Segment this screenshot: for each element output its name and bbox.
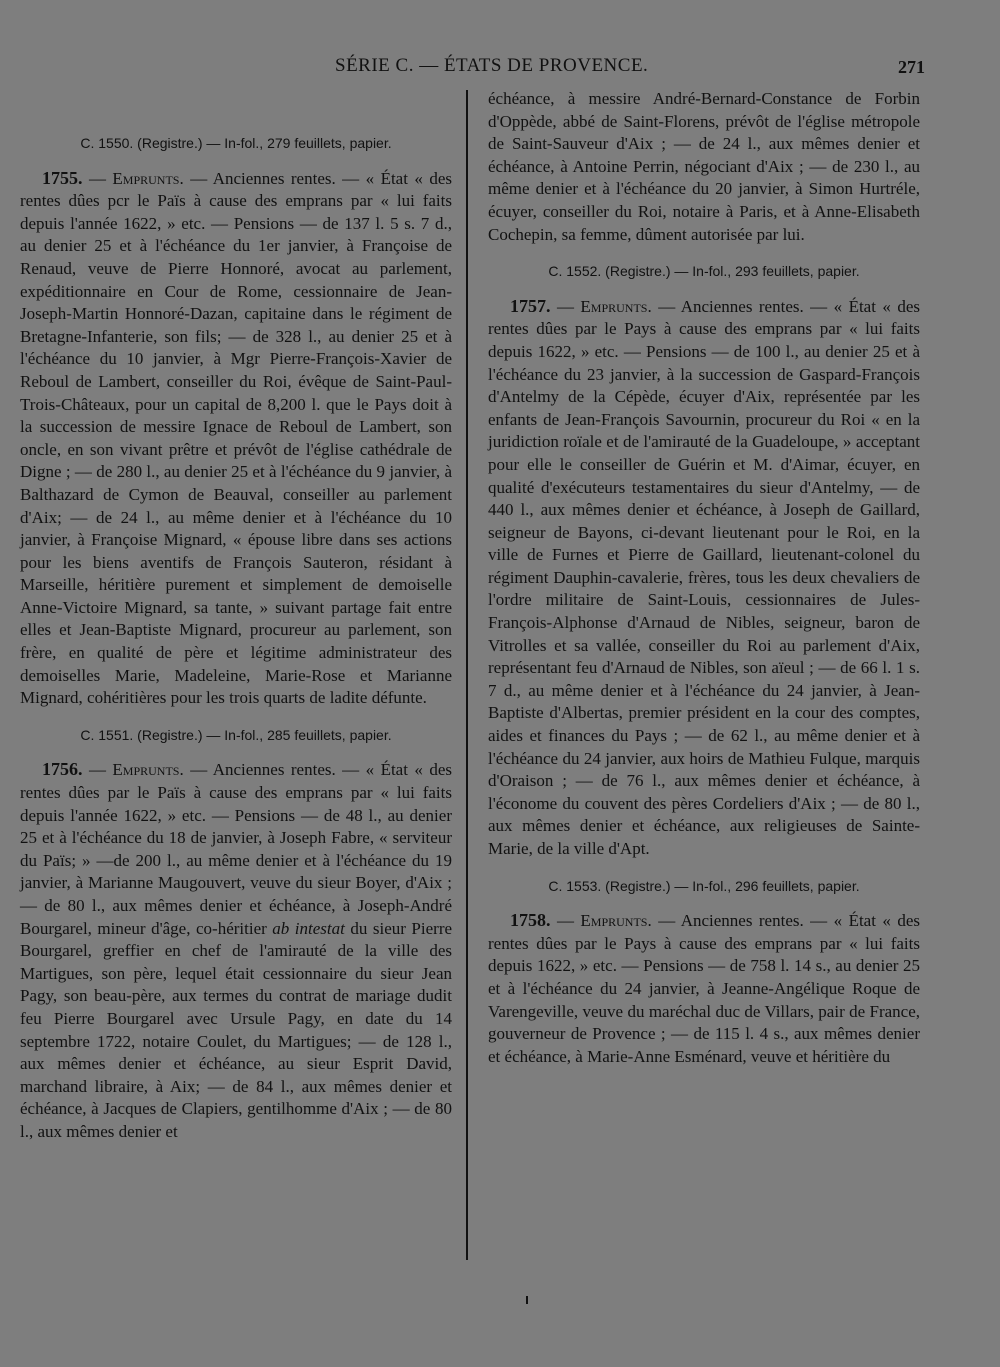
entry-italic-phrase: ab intestat (272, 918, 345, 938)
entry-text: — Anciennes rentes. — « État « des rentes dûes pcr le Païs à cause des emprans par « lui faits depuis l'année 1622, » etc. — Pensions — de 137 l. 5 s. 7 d., au denier 25 et à l'échéance du 1er janvier, à Françoise de Renaud, veuve de Pierre Honnoré, avocat au parlement, expéditionnaire en Cour de Rome, cessionnaire de Jean-Joseph-Martin Honnoré-Dazan, capitaine dans le régiment de Bretagne-Infanterie, son fils; — de 328 l., au denier 25 et à l'échéance du 10 janvier, à Mgr Pierre-François-Xavier de Reboul de Lambert, conseiller du Roi, évêque de Saint-Paul-Trois-Châteaux, pour un capital de 8,200 l. que le Pays doit à la succession de messire Ignace de Reboul de Lambert, son oncle, en son vivant prêtre et prévôt de l'église cathédrale de Digne ; — de 280 l., au denier 25 et à l'échéance du 9 janvier, à Balthazard de Cymon de Beauval, conseiller au parlement d'Aix; — de 24 l., au même denier et à l'échéance du 10 janvier, à Françoise Mignard, « épouse libre dans ses actions pour les biens aventifs de François Sauteron, résidant à Marseille, héritière purement et simplement de demoiselle Anne-Victoire Mignard, sa tante, » suivant partage fait entre elles et Jean-Baptiste Mignard, procureur au parlement, son frère, en qualité de père et légitime administrateur des demoiselles Marie, Madeleine, Marie-Rose et Marianne Mignard, cohéritières pour les trois quarts de ladite défunte. (20, 168, 453, 708)
entry-number: 1756. (42, 759, 83, 780)
record-c1552: C. 1552. (Registre.) — In-fol., 293 feuillets, papier. (548, 263, 860, 280)
entry-keyword: Emprunts. (112, 760, 184, 780)
left-column (20, 118, 452, 1144)
record-c1553: C. 1553. (Registre.) — In-fol., 296 feuillets, papier. (548, 877, 860, 894)
entry-number: 1758. (510, 910, 551, 931)
running-title: SÉRIE C. — ÉTATS DE PROVENCE. (335, 55, 649, 76)
entry-1758: 1758. — Emprunts. — Anciennes rentes. — « État « des rentes dûes par le Pays à cause des emprans par « lui faits depuis 1622, » etc. — Pensions — de 758 l. 14 s., au denier 25 et à l'échéance du 24 janvier, à Jeanne-Angélique Roque de Varengeville, veuve du maréchal duc de Villars, pair de France, gouverneur de Provence ; — de 115 l. 4 s., aux mêmes denier et échéance, à Marie-Anne Esménard, veuve et héritière du (488, 910, 921, 1066)
page-mark (526, 1296, 528, 1304)
entry-1757: 1757. — Emprunts. — Anciennes rentes. — « État « des rentes dûes par le Pays à cause des emprans par « lui faits depuis 1622, » etc. — Pensions — de 100 l., au denier 25 et à l'échéance du 23 janvier, à la succession de Gaspard-François d'Antelmy de la Cépède, écuyer d'Aix, représentée par les enfants de Jean-François Savournin, procureur du Roi « en la juridiction roïale et de l'amirauté de la Guadeloupe, » acceptant pour elle le conseiller de Guérin et M. d'Aimar, écuyer, en qualité d'exécuteurs testamentaires du sieur d'Antelmy, — de 440 l., aux mêmes denier et échéance, à Joseph de Gaillard, seigneur de Bayons, ci-devant lieutenant pour le Roi, en la ville de Furnes et Pierre de Gaillard, lieutenant-colonel du régiment Dauphin-cavalerie, frères, tous les deux chevaliers de l'ordre militaire de Saint-Louis, cessionnaires de Jules-François-Alphonse d'Arnaud de Nibles, seigneur, baron de Vitrolles et sa vallée, conseiller du Roi au parlement d'Aix, représentant feu d'Arnaud de Nibles, son aïeul ; — de 66 l. 1 s. 7 d., au même denier et à l'échéance du 24 janvier, à Jean-Baptiste d'Albertas, premier président en la cour des comptes, aides et finances du Pays ; — de 62 l., au même denier et à l'échéance du 24 janvier, aux hoirs de Mathieu Fulque, marquis d'Oraison ; — de 76 l., aux mêmes denier et échéance, à l'économe du couvent des pères Cordeliers d'Aix ; — de 80 l., aux mêmes denier et échéance, aux religieuses de Sainte-Marie, de la ville d'Apt. (488, 295, 921, 858)
entry-text: — Anciennes rentes. — « État « des rentes dûes par le Païs à cause des emprans par « lui faits depuis l'année 1622, » etc. — Pensions — de 48 l., au denier 25 et à l'échéance du 18 de janvier, à Joseph Fabre, « serviteur du Païs; » —de 200 l., au même denier et à l'échéance du 19 janvier, à Marianne Maugouvert, veuve du sieur Boyer, d'Aix ; — de 80 l., aux mêmes denier et échéance, à Joseph-André Bourgarel, mineur d'âge, co-héritier (20, 760, 453, 938)
entry-text: échéance, à messire André-Bernard-Constance de Forbin d'Oppède, abbé de Saint-Florens, prévôt de l'église métropole de Saint-Sauveur d'Aix ; — de 24 l., aux mêmes denier et échéance, à Antoine Perrin, négociant d'Aix ; — de 230 l., au même denier et à l'échéance du 20 janvier, à Simon Hurtréle, écuyer, conseiller du Roi, notaire à Paris, et à Anne-Elisabeth Cochepin, sa femme, dûment autorisée par lui. (488, 89, 920, 244)
entry-number: 1757. (510, 295, 551, 316)
column-divider (466, 90, 468, 1260)
entry-number: 1755. (42, 167, 83, 188)
entry-text: — Anciennes rentes. — « État « des rentes dûes par le Pays à cause des emprans par « lui faits depuis 1622, » etc. — Pensions — de 100 l., au denier 25 et à l'échéance du 23 janvier, à la succession de Gaspard-François d'Antelmy de la Cépède, écuyer d'Aix, représentée par les enfants de Jean-François Savournin, procureur du Roi « en la juridiction roïale et de l'amirauté de la Guadeloupe, » acceptant pour elle le conseiller de Guérin et M. d'Aimar, écuyer, en qualité d'exécuteurs testamentaires du sieur d'Antelmy, — de 440 l., aux mêmes denier et échéance, à Joseph de Gaillard, seigneur de Bayons, ci-devant lieutenant pour le Roi, en la ville de Furnes et Pierre de Gaillard, lieutenant-colonel du régiment Dauphin-cavalerie, frères, tous les deux chevaliers de l'ordre militaire de Saint-Louis, cessionnaires de Jules-François-Alphonse d'Arnaud de Nibles, seigneur, baron de Vitrolles et sa vallée, conseiller du Roi au parlement d'Aix, représentant feu d'Arnaud de Nibles, son aïeul ; — de 66 l. 1 s. 7 d., au même denier et à l'échéance du 24 janvier, à Jean-Baptiste d'Albertas, premier président en la cour des comptes, aides et finances du Pays ; — de 62 l., au même denier et à l'échéance du 24 janvier, aux hoirs de Mathieu Fulque, marquis d'Oraison ; — de 76 l., aux mêmes denier et échéance, à l'économe du couvent des pères Cordeliers d'Aix ; — de 80 l., aux mêmes denier et échéance, aux religieuses de Sainte-Marie, de la ville d'Apt. (488, 296, 921, 858)
right-column (488, 88, 920, 1068)
entry-keyword: Emprunts. (580, 296, 652, 316)
entry-1756: 1756. — Emprunts. — Anciennes rentes. — « État « des rentes dûes par le Païs à cause des emprans par « lui faits depuis l'année 1622, » etc. — Pensions — de 48 l., au denier 25 et à l'échéance du 18 de janvier, à Joseph Fabre, « serviteur du Païs; » —de 200 l., au même denier et à l'échéance du 19 janvier, à Marianne Maugouvert, veuve du sieur Boyer, d'Aix ; — de 80 l., aux mêmes denier et échéance, à Joseph-André Bourgarel, mineur d'âge, co-héritier ab intestat du sieur Pierre Bourgarel, greffier en chef de l'amirauté de la ville des Martigues, son père, lequel était cessionnaire du sieur Jean Pagy, son beau-père, aux termes du contrat de mariage dudit feu Pierre Bourgarel avec Ursule Pagy, en date du 14 septembre 1722, notaire Coulet, du Martigues; — de 128 l., aux mêmes denier et échéance, au sieur Esprit David, marchand libraire, à Aix; — de 84 l., aux mêmes denier et échéance, à Jacques de Clapiers, gentilhomme d'Aix ; — de 80 l., aux mêmes denier et (20, 759, 453, 1141)
page-number: 271 (898, 57, 925, 77)
entry-1755: 1755. — Emprunts. — Anciennes rentes. — « État « des rentes dûes pcr le Païs à cause des emprans par « lui faits depuis l'année 1622, » etc. — Pensions — de 137 l. 5 s. 7 d., au denier 25 et à l'échéance du 1er janvier, à Françoise de Renaud, veuve de Pierre Honnoré, avocat au parlement, expéditionnaire en Cour de Rome, cessionnaire de Jean-Joseph-Martin Honnoré-Dazan, capitaine dans le régiment de Bretagne-Infanterie, son fils; — de 328 l., au denier 25 et à l'échéance du 10 janvier, à Mgr Pierre-François-Xavier de Reboul de Lambert, conseiller du Roi, évêque de Saint-Paul-Trois-Châteaux, pour un capital de 8,200 l. que le Pays doit à la succession de messire Ignace de Reboul de Lambert, son oncle, en son vivant prêtre et prévôt de l'église cathédrale de Digne ; — de 280 l., au denier 25 et à l'échéance du 9 janvier, à Balthazard de Cymon de Beauval, conseiller au parlement d'Aix; — de 24 l., au même denier et à l'échéance du 10 janvier, à Françoise Mignard, « épouse libre dans ses actions pour les biens aventifs de François Sauteron, résidant à Marseille, héritière purement et simplement de demoiselle Anne-Victoire Mignard, sa tante, » suivant partage fait entre elles et Jean-Baptiste Mignard, procureur au parlement, son frère, en qualité de père et légitime administrateur des demoiselles Marie, Madeleine, Marie-Rose et Marianne Mignard, cohéritières pour les trois quarts de ladite défunte. (20, 167, 453, 708)
entry-keyword: Emprunts. (580, 911, 652, 931)
page-header (0, 55, 1000, 85)
entry-text: — Anciennes rentes. — « État « des rentes dûes par le Pays à cause des emprans par « lui faits depuis 1622, » etc. — Pensions — de 758 l. 14 s., au denier 25 et à l'échéance du 24 janvier, à Jeanne-Angélique Roque de Varengeville, veuve du maréchal duc de Villars, pair de France, gouverneur de Provence ; — de 115 l. 4 s., aux mêmes denier et échéance, à Marie-Anne Esménard, veuve et héritière du (488, 911, 921, 1066)
entry-keyword: Emprunts. (112, 168, 184, 188)
entry-text-continued: du sieur Pierre Bourgarel, greffier en chef de l'amirauté de la ville des Martigues, son père, lequel était cessionnaire du sieur Jean Pagy, son beau-père, aux termes du contrat de mariage dudit feu Pierre Bourgarel avec Ursule Pagy, en date du 14 septembre 1722, notaire Coulet, du Martigues; — de 128 l., aux mêmes denier et échéance, au sieur Esprit David, marchand libraire, à Aix; — de 84 l., aux mêmes denier et échéance, à Jacques de Clapiers, gentilhomme d'Aix ; — de 80 l., aux mêmes denier et (20, 918, 453, 1141)
record-c1551: C. 1551. (Registre.) — In-fol., 285 feuillets, papier. (80, 726, 392, 743)
entry-1756-continued (488, 88, 920, 246)
record-c1550: C. 1550. (Registre.) — In-fol., 279 feuillets, papier. (80, 135, 392, 151)
